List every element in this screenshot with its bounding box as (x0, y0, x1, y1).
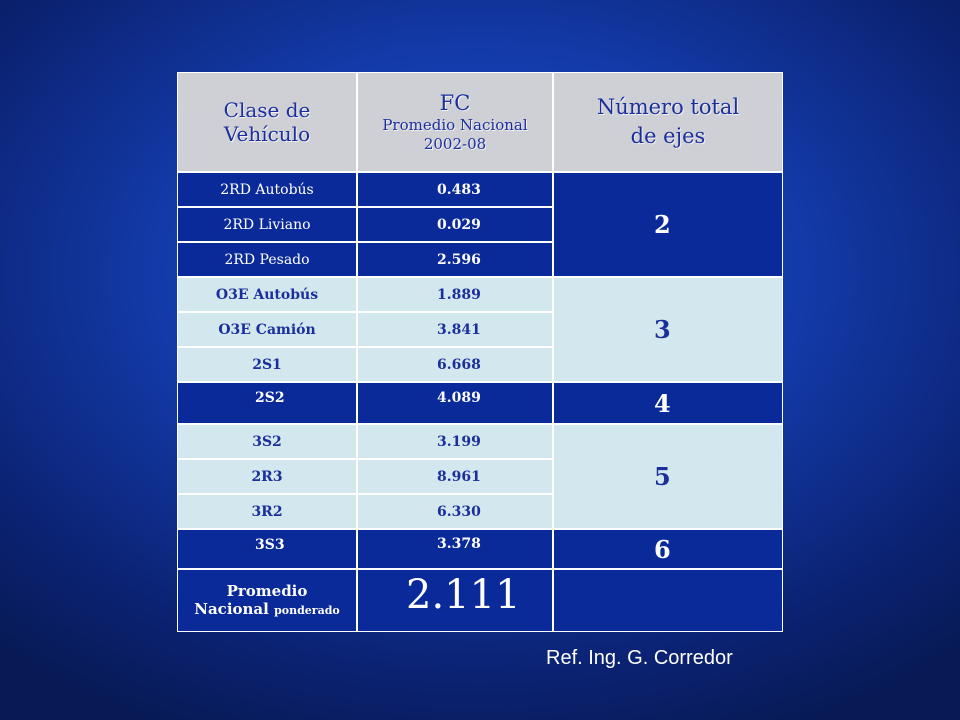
table-row-class: 3S3 (177, 529, 357, 569)
table-row-class: O3E Camión (177, 312, 357, 347)
table-row-class: 3S2 (177, 424, 357, 459)
table-row-class: 2S1 (177, 347, 357, 382)
vehicle-table (177, 72, 783, 632)
axle-group-cell: 2 (553, 172, 783, 277)
axle-group-cell: 4 (553, 382, 783, 424)
table-row-fc: 4.089 (357, 382, 553, 424)
weighted-average-value: 2.111 (357, 569, 553, 632)
table-row-class: 2S2 (177, 382, 357, 424)
table-row-fc: 3.841 (357, 312, 553, 347)
weighted-average-label: Promedio Nacional ponderado (177, 569, 357, 632)
axle-group-cell: 3 (553, 277, 783, 382)
header-fc (357, 72, 553, 172)
table-row-class: 2RD Pesado (177, 242, 357, 277)
table-row-class: O3E Autobús (177, 277, 357, 312)
table-row-fc: 0.029 (357, 207, 553, 242)
header-fc-subtitle: Promedio Nacional 2002-08 (382, 116, 528, 153)
table-row-class: 3R2 (177, 494, 357, 529)
table-row-class: 2R3 (177, 459, 357, 494)
table-row-class: 2RD Autobús (177, 172, 357, 207)
axle-group-cell: 5 (553, 424, 783, 529)
table-row-fc: 6.330 (357, 494, 553, 529)
table-row-fc: 6.668 (357, 347, 553, 382)
table-row-class: 2RD Liviano (177, 207, 357, 242)
table-row-fc: 8.961 (357, 459, 553, 494)
weighted-average-empty (553, 569, 783, 632)
table-row-fc: 2.596 (357, 242, 553, 277)
header-axle-count: Número total de ejes (553, 72, 783, 172)
table-row-fc: 3.378 (357, 529, 553, 569)
table-row-fc: 1.889 (357, 277, 553, 312)
header-fc-title: FC (439, 91, 471, 115)
axle-group-cell: 6 (553, 529, 783, 569)
table-row-fc: 3.199 (357, 424, 553, 459)
table-row-fc: 0.483 (357, 172, 553, 207)
reference-note: Ref. Ing. G. Corredor (546, 647, 733, 669)
header-vehicle-class: Clase de Vehículo (177, 72, 357, 172)
